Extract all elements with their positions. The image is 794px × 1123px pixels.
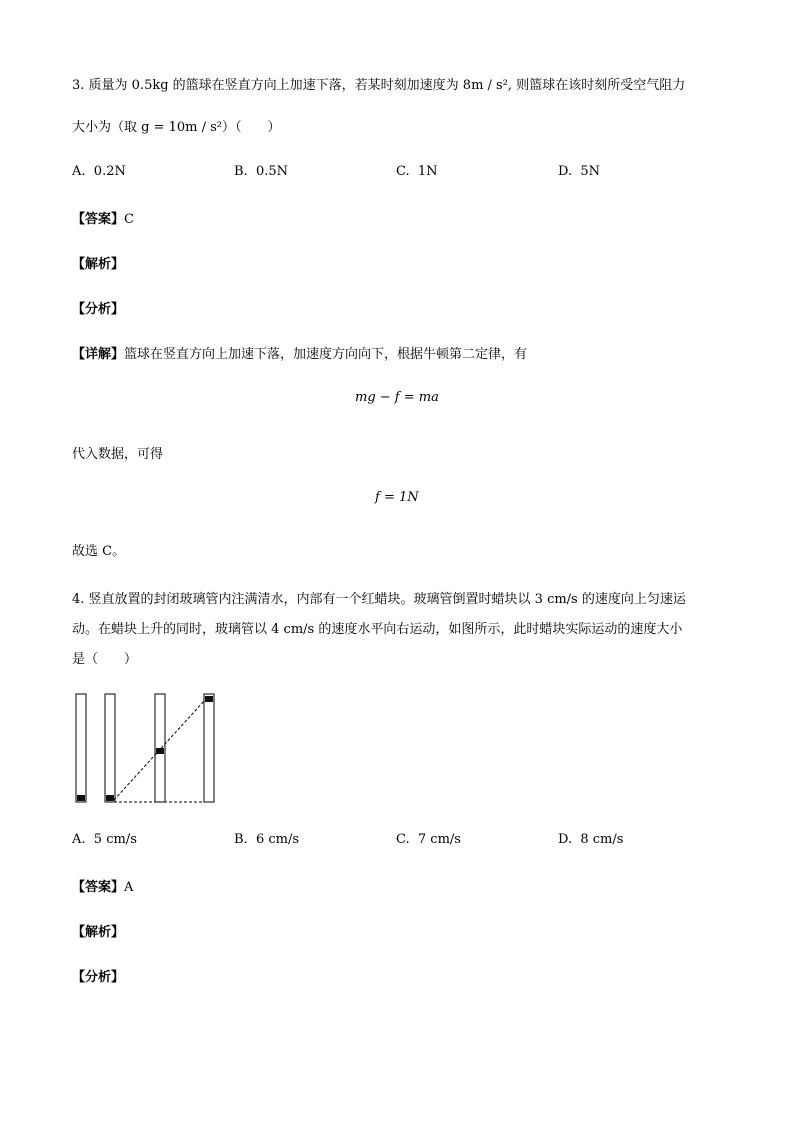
option-key: B.: [234, 832, 248, 847]
option-text: 1N: [417, 164, 438, 179]
q3-stem-line2: 大小为（取 g = 10m / s²）（ ）: [72, 120, 281, 135]
option-text: 0.5N: [255, 164, 289, 179]
q4-option-c: [396, 832, 461, 847]
option-key: A.: [72, 832, 86, 847]
tube-3: [155, 694, 165, 802]
q3-equation-newton: mg − f = ma: [355, 390, 439, 405]
answer-value: C: [124, 212, 134, 227]
q3-detail: [72, 343, 527, 362]
q3-conclusion: 故选 C。: [72, 544, 126, 559]
trajectory-dashed: [114, 700, 205, 800]
option-text: 7 cm/s: [417, 832, 461, 847]
answer-value: A: [124, 880, 134, 895]
q3-stem-line1: 3. 质量为 0.5kg 的篮球在竖直方向上加速下落，若某时刻加速度为 8m / s², 则篮球在该时刻所受空气阻力: [72, 78, 686, 93]
option-key: B.: [234, 164, 248, 179]
option-key: C.: [396, 832, 410, 847]
q3-jiexi-heading: 【解析】: [72, 257, 125, 272]
wax-block-2: [106, 795, 114, 801]
q3-substitute-text: 代入数据，可得: [72, 447, 164, 462]
answer-label: 【答案】: [72, 212, 125, 227]
tube-4: [204, 694, 214, 802]
option-key: D.: [558, 164, 573, 179]
q3-answer: [72, 208, 134, 227]
q3-equation-result: f = 1N: [375, 490, 419, 505]
wax-block-3: [156, 748, 164, 754]
tube-2: [105, 694, 115, 802]
option-text: 5N: [580, 164, 601, 179]
q4-stem-line3: 是（ ）: [72, 652, 138, 667]
option-key: A.: [72, 164, 86, 179]
q4-stem-line1: 4. 竖直放置的封闭玻璃管内注满清水，内部有一个红蜡块。玻璃管倒置时蜡块以 3 cm/s 的速度向上匀速运: [72, 592, 686, 607]
option-text: 5 cm/s: [93, 832, 137, 847]
option-text: 8 cm/s: [580, 832, 624, 847]
q3-option-b: [234, 164, 288, 179]
q4-option-d: [558, 832, 623, 847]
q3-option-a: [72, 164, 126, 179]
q4-fenxi-heading: 【分析】: [72, 970, 125, 985]
q3-option-c: [396, 164, 438, 179]
option-key: C.: [396, 164, 410, 179]
q4-stem-line2: 动。在蜡块上升的同时，玻璃管以 4 cm/s 的速度水平向右运动，如图所示，此时蜡块实际运动的速度大小: [72, 622, 683, 637]
q4-option-b: [234, 832, 299, 847]
option-text: 6 cm/s: [255, 832, 300, 847]
answer-label: 【答案】: [72, 880, 125, 895]
tube-1: [76, 694, 86, 802]
wax-block-4: [205, 696, 213, 702]
q3-fenxi-heading: 【分析】: [72, 302, 125, 317]
q4-option-a: [72, 832, 137, 847]
detail-label: 【详解】: [72, 347, 125, 362]
option-key: D.: [558, 832, 573, 847]
q4-jiexi-heading: 【解析】: [72, 925, 125, 940]
wax-block-1: [77, 795, 85, 801]
q4-answer: [72, 876, 133, 895]
q3-option-d: [558, 164, 600, 179]
option-text: 0.2N: [93, 164, 126, 179]
detail-text: 篮球在竖直方向上加速下落，加速度方向向下，根据牛顿第二定律，有: [124, 347, 528, 362]
